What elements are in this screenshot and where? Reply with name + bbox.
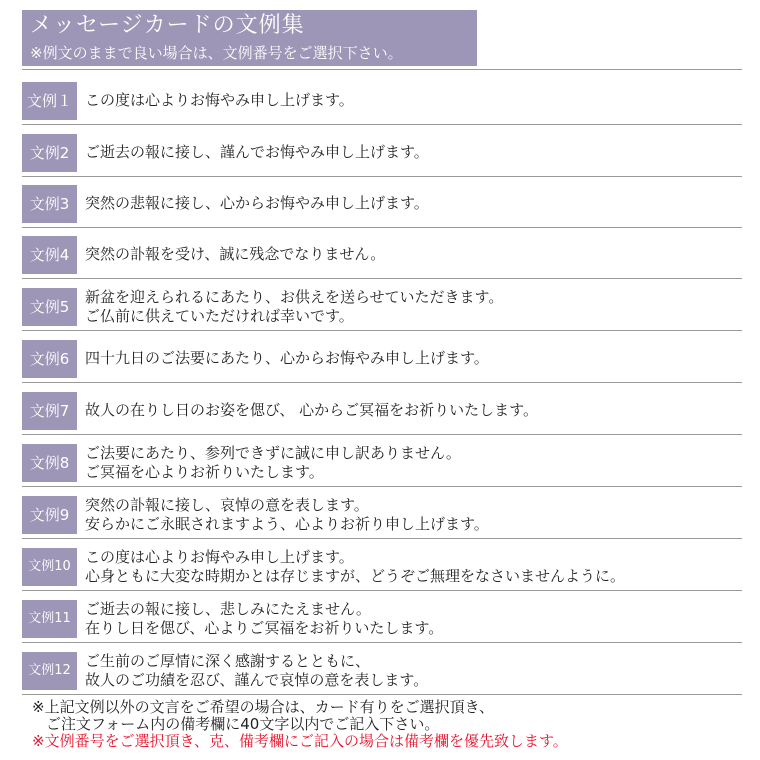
note-line-2: ご注文フォーム内の備考欄に40文字以内でご記入下さい。 [46, 715, 440, 733]
example-number-badge: 文例12 [22, 652, 77, 690]
example-number-badge: 文例9 [22, 496, 77, 534]
page-subtitle: ※例文のままで良い場合は、文例番号をご選択下さい。 [30, 44, 403, 62]
example-number-badge: 文例2 [22, 134, 77, 172]
example-row [22, 184, 742, 224]
example-number-badge: 文例8 [22, 444, 77, 482]
example-row [22, 391, 742, 431]
example-text-line: 新盆を迎えられるにあたり、お供えを送らせていただきます。 [85, 288, 504, 306]
divider [22, 382, 742, 383]
notes [32, 699, 568, 750]
example-row [22, 599, 742, 639]
example-number-badge: 文例１ [22, 82, 77, 120]
divider [22, 124, 742, 125]
example-text-line: ご冥福を心よりお祈りいたします。 [85, 463, 324, 481]
example-text-line: 故人のご功績を忍び、謹んで哀悼の意を表します。 [85, 671, 429, 689]
page-header [22, 10, 477, 66]
example-text-line: 心身ともに大変な時期かとは存じますが、どうぞご無理をなさいませんように。 [85, 567, 626, 585]
example-number-badge: 文例6 [22, 340, 77, 378]
example-text-line: 突然の悲報に接し、心からお悔やみ申し上げます。 [85, 194, 429, 212]
example-number-badge: 文例7 [22, 392, 77, 430]
example-text-line: ご生前のご厚情に深く感謝するとともに、 [85, 652, 371, 670]
divider [22, 227, 742, 228]
example-text-line: 在りし日を偲び、心よりご冥福をお祈りいたします。 [85, 619, 444, 637]
divider [22, 176, 742, 177]
example-text-line: 安らかにご永眠されますよう、心よりお祈り申し上げます。 [85, 515, 489, 533]
divider [22, 69, 742, 70]
example-text-line: この度は心よりお悔やみ申し上げます。 [85, 91, 354, 109]
example-number-badge: 文例10 [22, 548, 77, 586]
example-row [22, 339, 742, 379]
example-text-line: 突然の訃報を受け、誠に残念でなりません。 [85, 245, 386, 263]
example-text-line: この度は心よりお悔やみ申し上げます。 [85, 548, 354, 566]
divider [22, 434, 742, 435]
divider [22, 590, 742, 591]
example-text-line: ご仏前に供えていただければ幸いです。 [85, 307, 354, 325]
example-row [22, 443, 742, 483]
example-row [22, 495, 742, 535]
example-row [22, 235, 742, 275]
divider [22, 694, 742, 695]
divider [22, 330, 742, 331]
note-line-1: ※上記文例以外の文言をご希望の場合は、カード有りをご選択頂き、 [32, 698, 494, 716]
divider [22, 486, 742, 487]
divider [22, 642, 742, 643]
example-text-line: 故人の在りし日のお姿を偲び、 心からご冥福をお祈りいたします。 [85, 401, 538, 419]
example-number-badge: 文例11 [22, 600, 77, 638]
divider [22, 278, 742, 279]
example-number-badge: 文例4 [22, 236, 77, 274]
page-title: メッセージカードの文例集 [30, 13, 305, 38]
example-number-badge: 文例5 [22, 288, 77, 326]
example-text-line: ご逝去の報に接し、謹んでお悔やみ申し上げます。 [85, 143, 429, 161]
example-text-line: ご逝去の報に接し、悲しみにたえません。 [85, 600, 371, 618]
example-row [22, 651, 742, 691]
example-number-badge: 文例3 [22, 185, 77, 223]
divider [22, 538, 742, 539]
example-text-line: 四十九日のご法要にあたり、心からお悔やみ申し上げます。 [85, 349, 489, 367]
example-text-line: ご法要にあたり、参列できずに誠に申し訳ありません。 [85, 444, 461, 462]
example-row [22, 287, 742, 327]
note-warning: ※文例番号をご選択頂き、克、備考欄にご記入の場合は備考欄を優先致します。 [32, 732, 568, 750]
example-row [22, 547, 742, 587]
example-text-line: 突然の訃報に接し、哀悼の意を表します。 [85, 496, 369, 514]
example-row [22, 133, 742, 173]
example-row [22, 81, 742, 121]
